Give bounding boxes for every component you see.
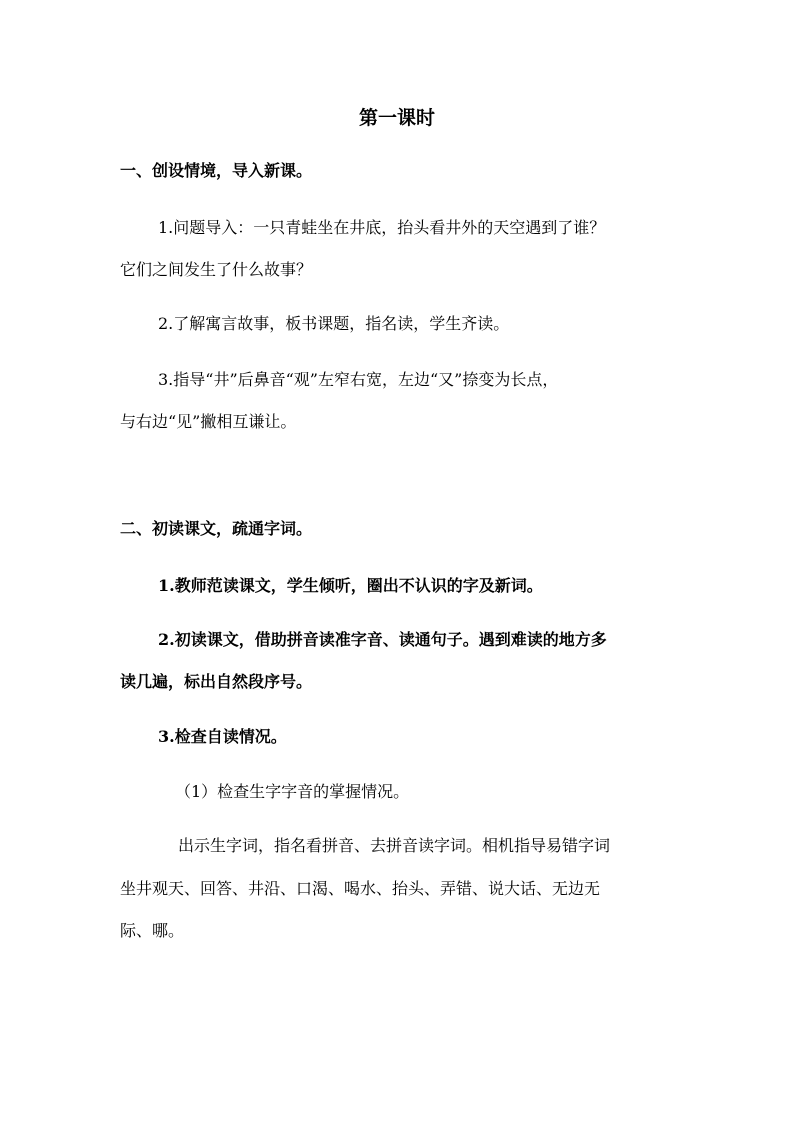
section2-item2-line2: 读几遍，标出自然段序号。 <box>120 672 313 691</box>
section2-para-line1: 出示生字词，指名看拼音、去拼音读字词。相机指导易错字词 <box>178 836 611 855</box>
section1-item2: 2.了解寓言故事，板书课题，指名读，学生齐读。 <box>158 314 510 333</box>
section1-item1-line1: 1.问题导入：一只青蛙坐在井底，抬头看井外的天空遇到了谁？ <box>158 218 606 237</box>
section-heading-1: 一、创设情境，导入新课。 <box>120 161 313 180</box>
section1-item1-line2: 它们之间发生了什么故事？ <box>120 260 313 279</box>
section2-item1: 1.教师范读课文，学生倾听，圈出不认识的字及新词。 <box>158 576 543 595</box>
page-title: 第一课时 <box>358 107 435 129</box>
section-heading-2: 二、初读课文，疏通字词。 <box>120 519 313 538</box>
section2-item2-line1: 2.初读课文，借助拼音读准字音、读通句子。遇到难读的地方多 <box>158 630 607 649</box>
section2-item3: 3.检查自读情况。 <box>158 727 287 746</box>
section2-para-line2: 坐井观天、回答、井沿、口渴、喝水、抬头、弄错、说大话、无边无 <box>120 879 601 898</box>
section1-item3-line2: 与右边“见”撇相互谦让。 <box>120 412 297 431</box>
section2-sub1: （1）检查生字字音的掌握情况。 <box>175 782 410 801</box>
section2-para-line3: 际、哪。 <box>120 921 185 940</box>
section1-item3-line1: 3.指导“井”后鼻音“观”左窄右宽，左边“又”捺变为长点， <box>158 370 559 389</box>
